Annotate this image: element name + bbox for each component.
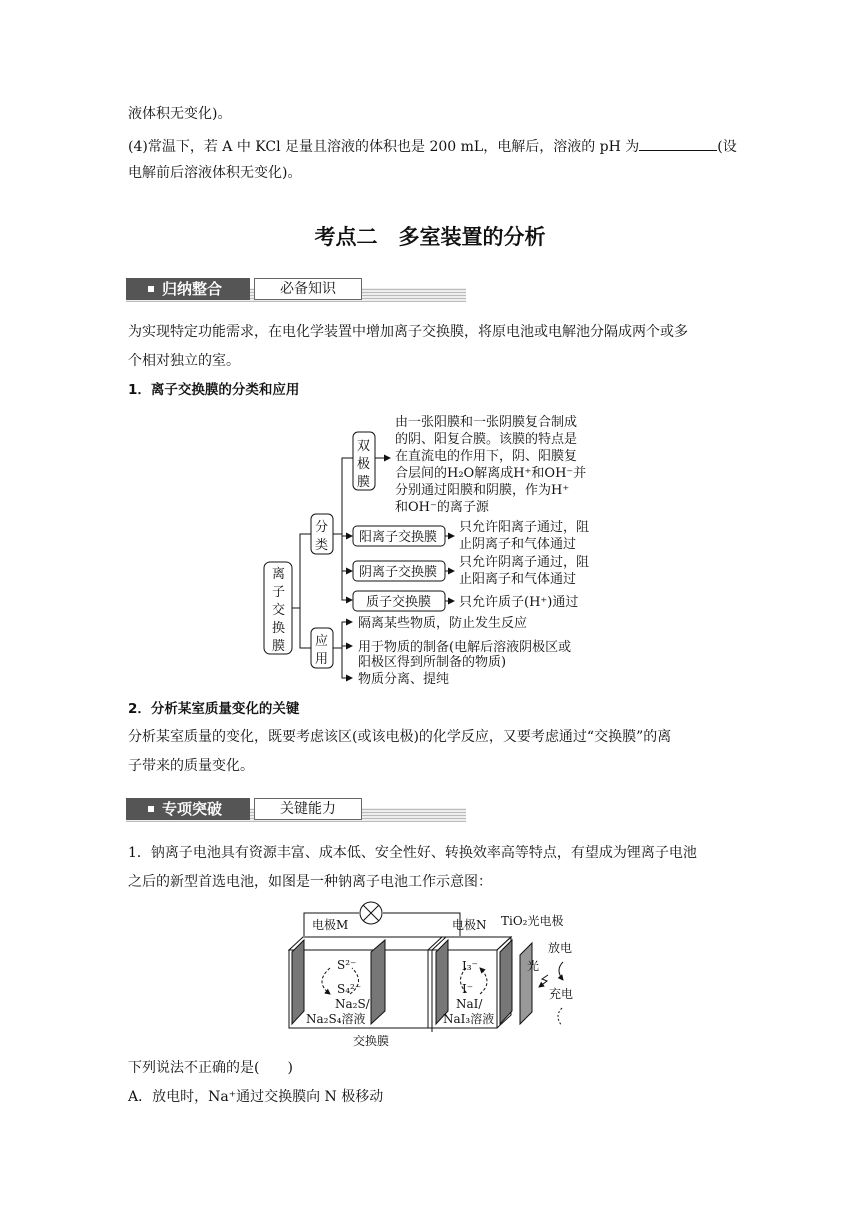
discharge-label: 放电 [548,941,573,955]
bipolar-desc-line: 分别通过阳膜和阴膜，作为H⁺ [395,483,570,498]
ion-label: I₃⁻ [462,959,478,973]
branch-classify-char: 分 [315,520,329,535]
text-line: 为实现特定功能需求，在电化学装置中增加离子交换膜，将原电池或电解池分隔成两个或多 [128,324,688,340]
text-line: 个相对独立的室。 [128,353,240,369]
anion-membrane-label: 阴离子交换膜 [359,565,438,580]
application-item: 隔离某些物质，防止发生反应 [358,616,528,631]
text-line: 子带来的质量变化。 [128,758,254,774]
branch-apply-char: 应 [315,634,329,649]
root-char: 子 [272,585,286,600]
section-title: 考点二 多室装置的分析 [314,225,546,249]
text-line: 1．钠离子电池具有资源丰富、成本低、安全性好、转换效率高等特点，有望成为锂离子电池 [128,845,697,861]
electrode-m-label: 电极M [312,918,349,932]
ion-label: S₄²⁻ [337,982,362,996]
bipolar-desc-line: 和OH⁻的离子源 [395,500,489,515]
anion-desc-line: 只允许阴离子通过，阻 [459,555,590,570]
electrode-n-label: 电极N [452,918,487,932]
right-solution-label: NaI/ [456,997,483,1011]
cation-desc-line: 止阴离子和气体通过 [459,537,577,552]
right-solution-label: NaI₃溶液 [443,1012,495,1026]
question-4-tail: (设 [717,139,737,155]
banner-light-label: 关键能力 [254,798,362,820]
heading: 2．分析某室质量变化的关键 [128,701,300,717]
bipolar-char: 极 [357,457,371,472]
root-char: 交 [272,603,286,618]
root-char: 离 [272,567,286,582]
charge-label: 充电 [549,987,574,1001]
left-solution-label: Na₂S/ [335,997,370,1011]
text-line: 液体积无变化)。 [128,106,232,122]
text-line: 分析某室质量的变化，既要考虑该区(或该电极)的化学反应，又要考虑通过“交换膜”的离 [128,729,672,745]
cation-desc-line: 只允许阳离子通过，阻 [459,520,590,535]
text-line: 之后的新型首选电池，如图是一种钠离子电池工作示意图： [128,874,492,890]
left-solution-label: Na₂S₄溶液 [306,1012,366,1026]
text-line: 下列说法不正确的是( ) [128,1060,293,1076]
membrane-label: 交换膜 [353,1034,390,1048]
text-line: 电解前后溶液体积无变化)。 [128,165,302,181]
bipolar-desc-line: 在直流电的作用下，阴、阳膜复 [395,449,578,464]
application-item: 阳极区得到所制备的物质) [358,655,507,670]
heading: 1．离子交换膜的分类和应用 [128,382,300,398]
application-item: 用于物质的制备(电解后溶液阴极区或 [358,640,572,655]
root-char: 换 [272,621,286,636]
tio2-electrode-label: TiO₂光电极 [501,914,564,928]
bipolar-char: 膜 [357,475,371,490]
ion-label: S²⁻ [337,958,357,972]
bipolar-desc-line: 合层间的H₂O解离成H⁺和OH⁻并 [395,466,587,481]
proton-desc: 只允许质子(H⁺)通过 [459,595,579,610]
bipolar-char: 双 [357,439,371,454]
question-4-text: (4)常温下，若 A 中 KCl 足量且溶液的体积也是 200 mL，电解后，溶液的 pH 为 [128,139,640,155]
proton-membrane-label: 质子交换膜 [366,595,432,610]
banner-light-label: 必备知识 [254,278,362,300]
light-label: 光 [527,959,540,973]
application-item: 物质分离、提纯 [358,672,450,687]
cation-membrane-label: 阳离子交换膜 [359,530,438,545]
option-a: A．放电时，Na⁺通过交换膜向 N 极移动 [128,1089,384,1105]
root-char: 膜 [272,639,286,654]
ion-label: I⁻ [462,982,474,996]
anion-desc-line: 止阳离子和气体通过 [459,572,577,587]
branch-classify-char: 类 [315,538,329,553]
bipolar-desc-line: 的阴、阳复合膜。该膜的特点是 [395,432,578,447]
branch-apply-char: 用 [315,652,329,667]
banner-dark-label: 归纳整合 [126,278,250,300]
bipolar-desc-line: 由一张阳膜和一张阴膜复合制成 [395,415,578,430]
banner-dark-label: 专项突破 [126,798,250,820]
